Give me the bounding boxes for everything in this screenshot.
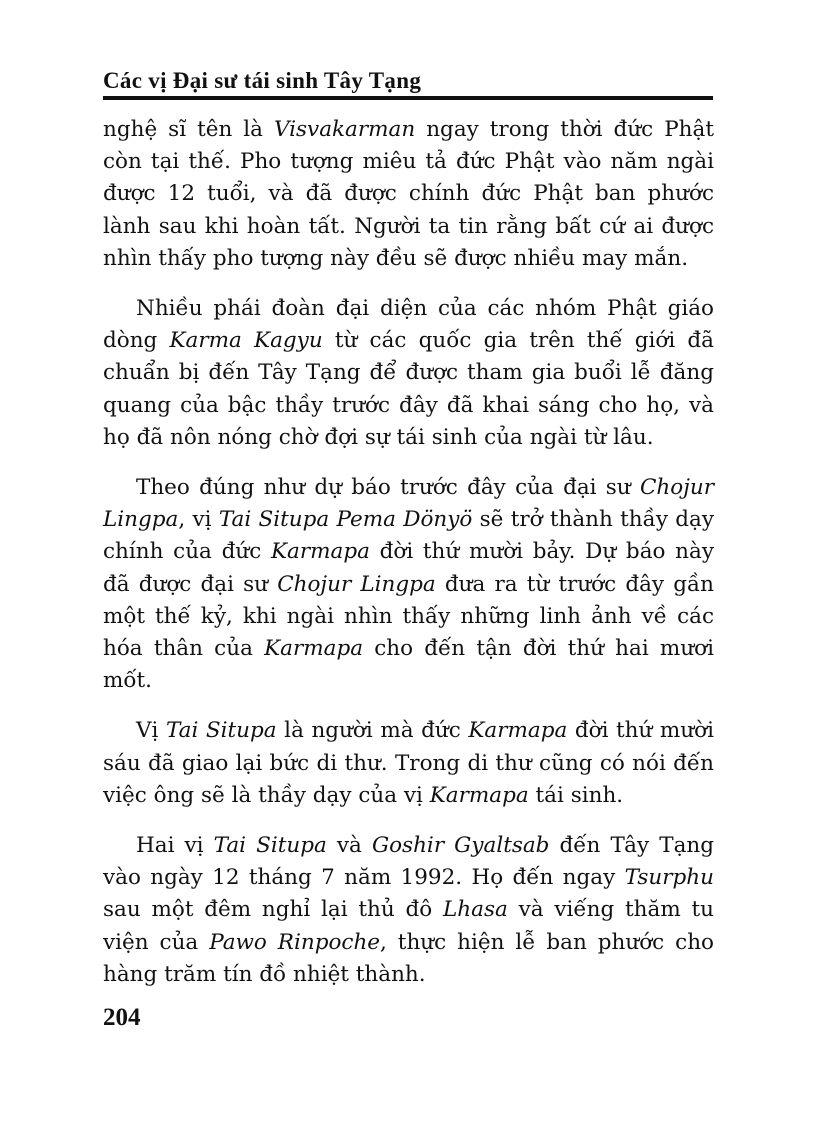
text-segment: , thực hiện lễ ban phước cho hàng trăm tín đồ nhiệt thành. — [103, 929, 714, 987]
running-header — [103, 62, 713, 100]
italic-term: Karmapa — [429, 782, 529, 808]
text-segment: sau một đêm nghỉ lại thủ đô — [103, 897, 444, 923]
text-segment: và — [326, 833, 372, 859]
italic-term: Karmapa — [270, 539, 370, 565]
text-segment: tái sinh. — [528, 782, 624, 808]
text-segment: Theo đúng như dự báo trước đây của đại sư — [136, 475, 640, 501]
italic-term: Goshir Gyaltsab — [371, 833, 550, 859]
italic-term: Tai Situpa — [165, 718, 277, 744]
italic-term: Karmapa — [264, 636, 364, 662]
text-segment: là người mà đức — [276, 718, 469, 744]
italic-term: Chojur Lingpa — [277, 571, 436, 597]
italic-term: Karma Kagyu — [169, 328, 323, 354]
italic-term: Visvakarman — [274, 117, 416, 142]
italic-term: Chojur Lingpa — [103, 475, 714, 533]
text-segment: cho đến tận đời thứ hai mươi mốt. — [103, 636, 714, 694]
italic-term: Pawo Rinpoche — [209, 929, 381, 955]
text-segment: đời thứ mười sáu đã giao lại bức di thư. Trong di thư cũng có nói đến việc ông sẽ là thầy dạy của vị — [103, 718, 714, 808]
text-segment: , vị — [178, 507, 219, 533]
italic-term: Tsurphu — [624, 865, 714, 891]
italic-term: Tai Situpa Pema Dönyö — [218, 507, 473, 533]
text-segment: Vị — [136, 718, 166, 744]
page-number: 204 — [103, 1004, 141, 1031]
paragraph-1 — [103, 114, 714, 275]
text-segment: đời thứ mười bảy. Dự báo này đã được đại sư — [103, 539, 714, 597]
text-segment: Nhiều phái đoàn đại diện của các nhóm Phật giáo dòng — [103, 296, 714, 354]
text-segment: sẽ trở thành thầy dạy chính của đức — [103, 507, 714, 565]
italic-term: Lhasa — [443, 897, 508, 923]
running-header-title: Các vị Đại sư tái sinh Tây Tạng — [103, 68, 422, 93]
text-segment: và viếng thăm tu viện của — [103, 897, 714, 955]
text-segment: nghệ sĩ tên là — [103, 117, 274, 142]
text-segment: ngay trong thời đức Phật còn tại thế. Pho tượng miêu tả đức Phật vào năm ngài được 12 tuổi, và đã được chính đức Phật ban phước lành sau khi hoàn tất. Người ta tin rằng bất cứ ai được nhìn thấy pho tượng này đều sẽ được nhiều may mắn. — [103, 117, 714, 271]
italic-term: Karmapa — [468, 718, 568, 744]
text-segment: đưa ra từ trước đây gần một thế kỷ, khi ngài nhìn thấy những linh ảnh về các hóa thân của — [103, 571, 714, 662]
text-segment: đến Tây Tạng vào ngày 12 tháng 7 năm 1992. Họ đến ngay — [103, 833, 715, 891]
page-body — [103, 114, 714, 1009]
text-segment: từ các quốc gia trên thế giới đã chuẩn bị đến Tây Tạng để được tham gia buổi lễ đăng quang của bậc thầy trước đây đã khai sáng cho họ, và họ đã nôn nóng chờ đợi sự tái sinh của ngài từ lâu. — [103, 328, 714, 450]
paragraph-2 — [103, 293, 714, 454]
paragraph-3 — [103, 472, 714, 697]
text-segment: Hai vị — [136, 833, 214, 859]
italic-term: Tai Situpa — [213, 833, 327, 859]
paragraph-4 — [103, 715, 714, 812]
paragraph-5 — [103, 830, 714, 991]
